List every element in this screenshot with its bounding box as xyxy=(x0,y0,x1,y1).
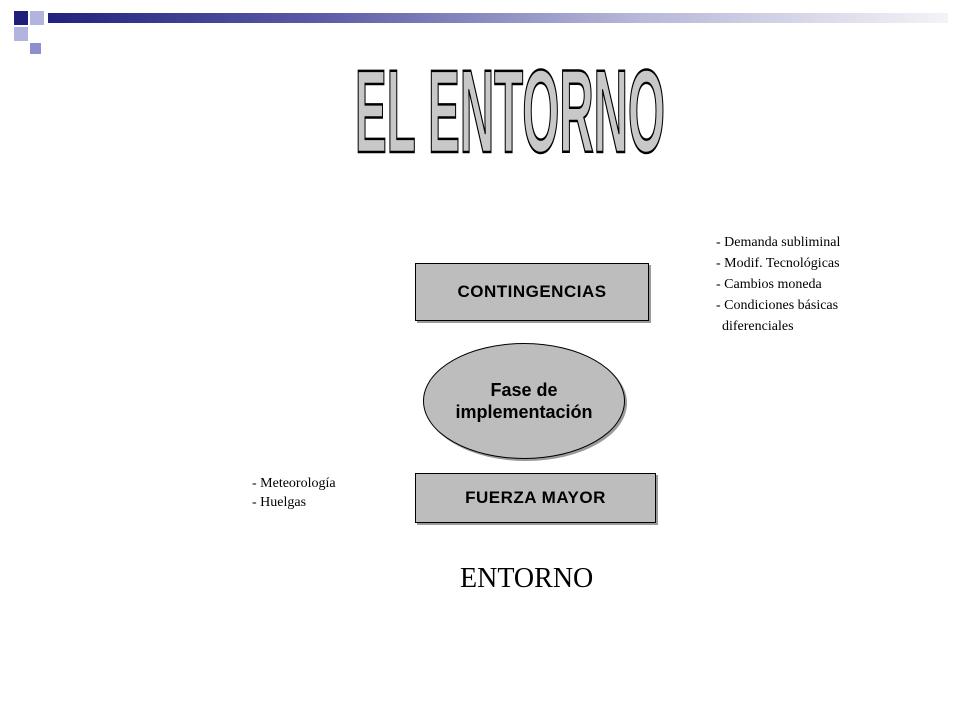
fuerza-mayor-label: FUERZA MAYOR xyxy=(465,488,606,507)
list-item: - Cambios moneda xyxy=(716,277,822,292)
slide-title xyxy=(320,52,700,164)
implementation-phase-ellipse xyxy=(423,343,625,459)
fuerza-mayor-box xyxy=(415,473,656,523)
fuerza-mayor-list xyxy=(252,474,336,512)
decor-square-lavender xyxy=(14,27,28,41)
decor-square-lavender-small xyxy=(30,43,41,54)
list-item: - Meteorología xyxy=(252,476,336,491)
decor-top-bar xyxy=(48,13,948,23)
ellipse-line-1: Fase de xyxy=(490,380,558,400)
contingencias-label: CONTINGENCIAS xyxy=(457,282,607,301)
contingencias-box xyxy=(415,263,649,321)
contingencias-list xyxy=(716,232,840,337)
list-item: - Demanda subliminal xyxy=(716,235,841,250)
list-item: - Huelgas xyxy=(252,495,307,510)
slide-title-text: EL ENTORNO xyxy=(355,52,665,164)
entorno-caption: ENTORNO xyxy=(460,563,594,594)
list-item: - Condiciones básicas xyxy=(716,298,839,313)
decor-square-lavender xyxy=(30,11,44,25)
list-item: - Modif. Tecnológicas xyxy=(716,256,840,271)
decor-square-navy xyxy=(14,11,28,25)
list-item-continuation: diferenciales xyxy=(722,319,794,334)
ellipse-line-2: implementación xyxy=(455,402,593,422)
